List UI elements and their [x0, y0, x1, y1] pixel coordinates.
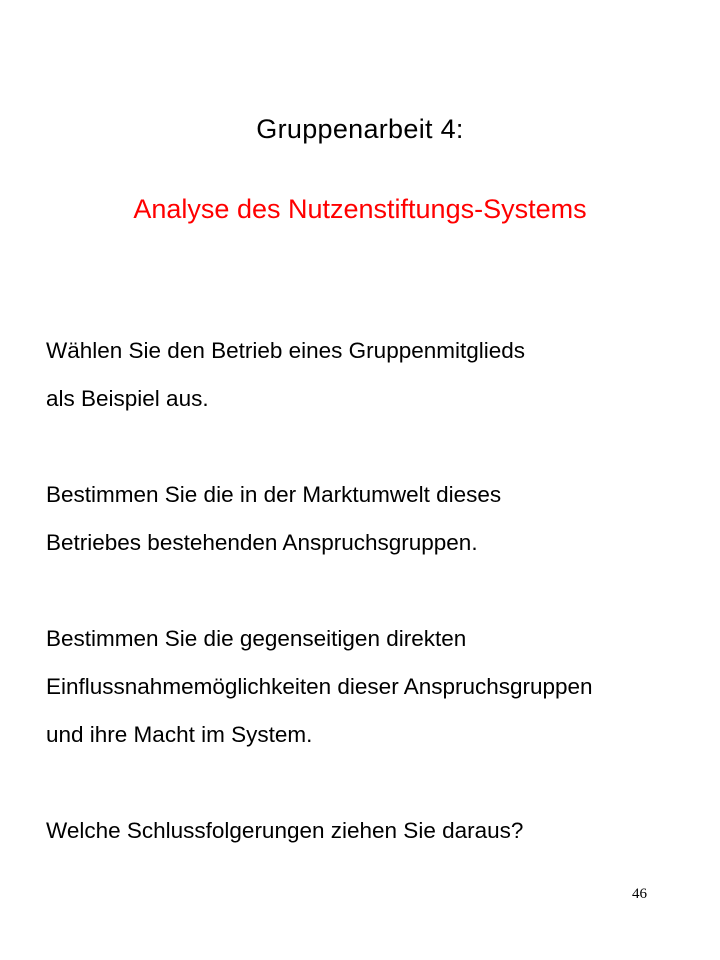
paragraph-3-line-2: Einflussnahmemöglichkeiten dieser Anspruchsgruppen: [46, 674, 593, 699]
paragraph-3-line-1: Bestimmen Sie die gegenseitigen direkten: [46, 626, 467, 651]
page-subtitle: Analyse des Nutzenstiftungs-Systems: [133, 194, 587, 224]
page-number: 46: [632, 886, 647, 902]
paragraph-1-line-1: Wählen Sie den Betrieb eines Gruppenmitglieds: [46, 338, 526, 363]
paragraph-2-line-2: Betriebes bestehenden Anspruchsgruppen.: [46, 530, 478, 555]
paragraph-4-line-1: Welche Schlussfolgerungen ziehen Sie daraus?: [46, 818, 524, 843]
page-title: Gruppenarbeit 4:: [256, 114, 464, 144]
paragraph-3-line-3: und ihre Macht im System.: [46, 722, 313, 747]
paragraph-1-line-2: als Beispiel aus.: [46, 386, 209, 411]
paragraph-2-line-1: Bestimmen Sie die in der Marktumwelt dieses: [46, 482, 502, 507]
